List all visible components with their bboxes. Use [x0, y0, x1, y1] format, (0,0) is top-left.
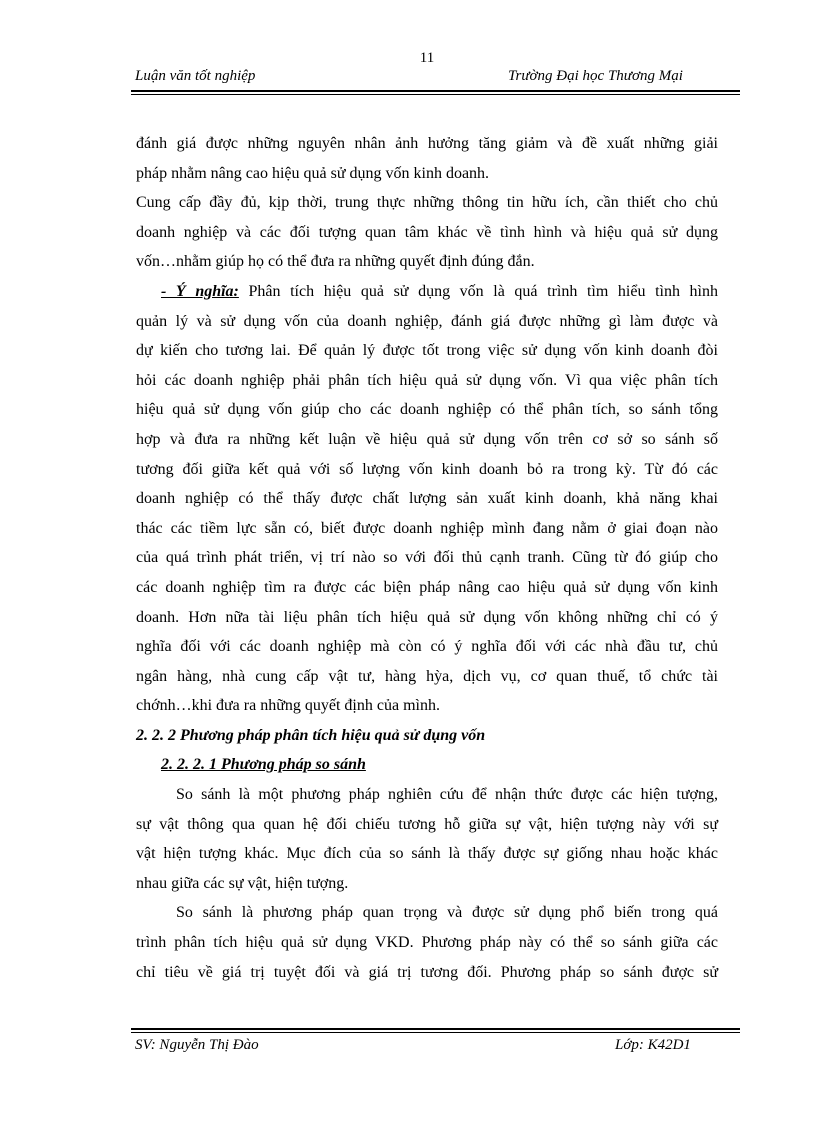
section-heading: 2. 2. 2 Phương pháp phân tích hiệu quả sử dụng vốn: [136, 726, 486, 744]
text-line: tương đối giữa kết quả với số lượng vốn kinh doanh bỏ ra trong kỳ. Từ đó các: [136, 460, 718, 478]
text-line: So sánh là một phương pháp nghiên cứu để nhận thức được các hiện tượng,: [176, 786, 718, 804]
subsection-heading: 2. 2. 2. 1 Phương pháp so sánh: [161, 756, 366, 774]
text-line: thác các tiềm lực sẵn có, biết được doanh nghiệp mình đang nằm ở giai đoạn nào: [136, 519, 718, 537]
text-line: pháp nhằm nâng cao hiệu quả sử dụng vốn kinh doanh.: [136, 164, 490, 182]
text-line: trình phân tích hiệu quả sử dụng VKD. Phương pháp này có thể so sánh giữa các: [136, 934, 718, 952]
text-line: doanh nghiệp có thể thấy được chất lượng sản xuất kinh doanh, khả năng khai: [136, 490, 718, 508]
text-line: hiệu quả sử dụng vốn giúp cho các doanh nghiệp có thể phân tích, so sánh tổng: [136, 401, 718, 419]
text-line: hỏi các doanh nghiệp phải phân tích hiệu quả sử dụng vốn. Vì qua việc phân tích: [136, 371, 718, 389]
page-number: 11: [419, 50, 435, 66]
text-line: doanh nghiệp và các đối tượng quan tâm khác về tình hình và hiệu quả sử dụng: [136, 223, 718, 241]
text-line: vốn…nhằm giúp họ có thể đưa ra những quyết định đúng đắn.: [136, 253, 535, 271]
text-line: các doanh nghiệp tìm ra được các biện pháp nâng cao hiệu quả sử dụng vốn kinh: [136, 578, 718, 596]
document-body: [136, 129, 718, 987]
footer-rule-thin: [131, 1032, 740, 1033]
text-line: ngân hàng, nhà cung cấp vật tư, hàng hỳa, dịch vụ, cơ quan thuế, tổ chức tài: [136, 667, 718, 685]
footer-class: Lớp: K42D1: [615, 1037, 691, 1053]
text-line: quản lý và sử dụng vốn của doanh nghiệp, đánh giá được những gì làm được và: [136, 312, 718, 330]
text-line: Cung cấp đầy đủ, kịp thời, trung thực những thông tin hữu ích, cần thiết cho chủ: [136, 194, 718, 212]
header-right-text: Trường Đại học Thương Mại: [508, 68, 683, 84]
header-rule-thin: [131, 94, 740, 95]
text-line: chỉ tiêu về giá trị tuyệt đối và giá trị tương đối. Phương pháp so sánh được sử: [136, 963, 718, 981]
text-line: nhau giữa các sự vật, hiện tượng.: [136, 874, 349, 892]
header-left-text: Luận văn tốt nghiệp: [135, 68, 256, 84]
text-line: doanh. Hơn nữa tài liệu phân tích hiệu quả sử dụng vốn không những chỉ có ý: [136, 608, 718, 626]
footer-student-name: SV: Nguyễn Thị Đào: [135, 1037, 259, 1053]
text-line: vật hiện tượng khác. Mục đích của so sánh là thấy được sự giống nhau hoặc khác: [136, 845, 718, 863]
text-line: dự kiến cho tương lai. Để quản lý được tốt trong việc sử dụng vốn kinh doanh đòi: [136, 342, 718, 360]
footer-rule-thick: [131, 1028, 740, 1030]
header-rule-thick: [131, 90, 740, 92]
significance-paragraph-first-line: [136, 277, 718, 307]
text-line: Phân tích hiệu quả sử dụng vốn là quá trình tìm hiểu tình hình: [238, 282, 719, 300]
text-line: của quá trình phát triển, vị trí nào so với đối thủ cạnh tranh. Cũng từ đó giúp cho: [136, 549, 718, 567]
text-line: đánh giá được những nguyên nhân ảnh hưởng tăng giảm và đề xuất những giải: [136, 135, 718, 152]
significance-label: - Ý nghĩa:: [161, 282, 239, 300]
text-line: So sánh là phương pháp quan trọng và được sử dụng phổ biến trong quá: [176, 904, 718, 922]
text-line: nghĩa đối với các doanh nghiệp mà còn có ý nghĩa đối với các nhà đầu tư, chủ: [136, 638, 718, 656]
text-line: sự vật thông qua quan hệ đối chiếu tương hỗ giữa sự vật, hiện tượng này với sự: [136, 815, 718, 833]
text-line: chớnh…khi đưa ra những quyết định của mình.: [136, 697, 440, 715]
text-line: hợp và đưa ra những kết luận về hiệu quả sử dụng vốn trên cơ sở so sánh số: [136, 430, 718, 448]
